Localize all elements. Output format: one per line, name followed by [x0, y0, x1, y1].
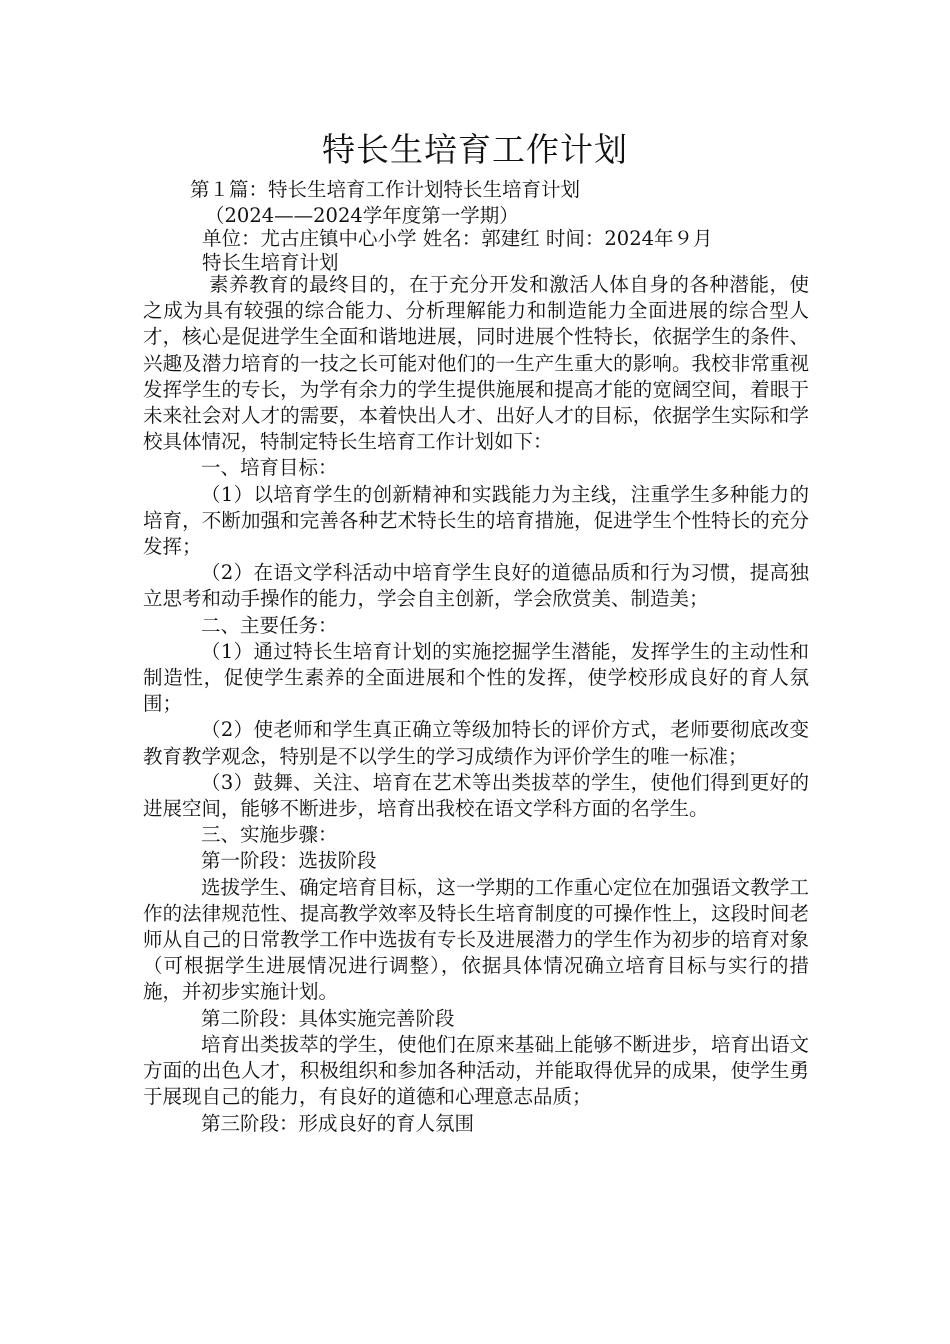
stage-2-heading: 第二阶段：具体实施完善阶段	[201, 1006, 455, 1030]
document-body	[143, 272, 809, 1137]
section-heading-goals: 一、培育目标：	[201, 456, 338, 480]
section-heading-tasks: 二、主要任务：	[201, 613, 338, 637]
stage-1-heading: 第一阶段：选拔阶段	[201, 849, 377, 873]
paragraph-goal-1: （1）以培育学生的创新精神和实践能力为主线，注重学生多种能力的培育，不断加强和完善各种艺术特长生的培育措施，促进学生个性特长的充分发挥；	[143, 482, 809, 559]
term-line: （2024——2024学年度第一学期）	[205, 204, 519, 227]
paragraph-goal-2: （2）在语文学科活动中培育学生良好的道德品质和行为习惯，提高独立思考和动手操作的能力，学会自主创新，学会欣赏美、制造美；	[143, 561, 809, 611]
paragraph-intro: 素养教育的最终目的，在于充分开发和激活人体自身的各种潜能，使之成为具有较强的综合能力、分析理解能力和制造能力全面进展的综合型人才，核心是促进学生全面和谐地进展，同时进展个性特长，依据学生的条件、兴趣及潜力培育的一技之长可能对他们的一生产生重大的影响。我校非常重视发挥学生的专长，为学有余力的学生提供施展和提高才能的宽阔空间，着眼于未来社会对人才的需要，本着快出人才、出好人才的目标，依据学生实际和学校具体情况，特制定特长生培育工作计划如下：	[143, 273, 809, 454]
paragraph-stage-1: 选拔学生、确定培育目标，这一学期的工作重心定位在加强语文教学工作的法律规范性、提高教学效率及特长生培育制度的可操作性上，这段时间老师从自己的日常教学工作中选拔有专长及进展潜力的学生作为初步的培育对象（可根据学生进展情况进行调整），依据具体情况确立培育目标与实行的措施，并初步实施计划。	[143, 875, 809, 1004]
paragraph-task-2: （2）使老师和学生真正确立等级加特长的评价方式，老师要彻底改变教育教学观念，特别是不以学生的学习成绩作为评价学生的唯一标准；	[143, 718, 809, 768]
sub-title: 特长生培育计划	[202, 251, 339, 274]
document-title: 特长生培育工作计划	[322, 130, 628, 169]
author-line: 单位：尤古庄镇中心小学 姓名：郭建红 时间：2024年９月	[202, 227, 713, 250]
stage-3-heading: 第三阶段：形成良好的育人氛围	[201, 1111, 475, 1135]
paragraph-stage-2: 培育出类拔萃的学生，使他们在原来基础上能够不断进步，培育出语文方面的出色人才，积极组织和参加各种活动，并能取得优异的成果，使学生勇于展现自己的能力，有良好的道德和心理意志品质；	[143, 1032, 809, 1109]
paragraph-task-1: （1）通过特长生培育计划的实施挖掘学生潜能，发挥学生的主动性和制造性，促使学生素养的全面进展和个性的发挥，使学校形成良好的育人氛围；	[143, 639, 809, 716]
paragraph-task-3: （3）鼓舞、关注、培育在艺术等出类拔萃的学生，使他们得到更好的进展空间，能够不断进步，培育出我校在语文学科方面的名学生。	[143, 770, 809, 821]
chapter-heading: 第１篇：特长生培育工作计划特长生培育计划	[190, 178, 581, 201]
section-heading-steps: 三、实施步骤：	[201, 823, 338, 847]
